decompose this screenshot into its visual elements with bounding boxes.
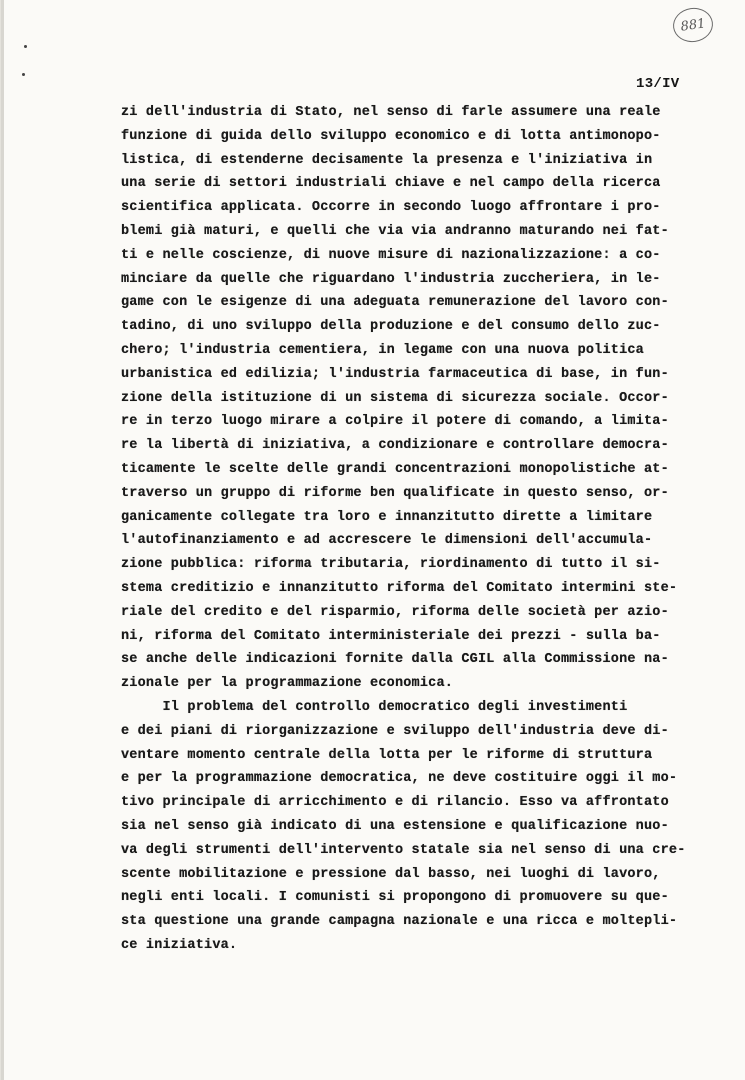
text-line: tadino, di uno sviluppo della produzione e del consumo dello zuc- <box>121 319 661 335</box>
text-line: ventare momento centrale della lotta per le riforme di struttura <box>121 747 653 763</box>
text-line: stema creditizio e innanzitutto riforma del Comitato intermini ste- <box>121 580 678 596</box>
text-line: re la libertà di iniziativa, a condizionare e controllare democra- <box>121 438 669 454</box>
text-line: chero; l'industria cementiera, in legame con una nuova politica <box>121 342 644 358</box>
text-line: e dei piani di riorganizzazione e sviluppo dell'industria deve di- <box>121 723 669 739</box>
text-line: urbanistica ed edilizia; l'industria farmaceutica di base, in fun- <box>121 366 669 382</box>
archive-number: 881 <box>679 15 707 35</box>
ink-speck <box>24 45 27 48</box>
text-line: minciare da quelle che riguardano l'industria zuccheriera, in le- <box>121 271 661 287</box>
text-line: zionale per la programmazione economica. <box>121 676 454 692</box>
text-line: se anche delle indicazioni fornite dalla CGIL alla Commissione na- <box>121 652 669 668</box>
text-line: game con le esigenze di una adeguata remunerazione del lavoro con- <box>121 295 669 311</box>
ink-speck <box>22 73 25 76</box>
text-line: sta questione una grande campagna nazionale e una ricca e moltepli- <box>121 914 678 930</box>
text-line: blemi già maturi, e quelli che via via andranno maturando nei fat- <box>121 223 669 239</box>
text-line: riale del credito e del risparmio, riforma delle società per azio- <box>121 604 669 620</box>
text-line: ti e nelle coscienze, di nuove misure di nazionalizzazione: a co- <box>121 247 661 263</box>
text-line: ticamente le scelte delle grandi concentrazioni monopolistiche at- <box>121 461 669 477</box>
text-line: una serie di settori industriali chiave e nel campo della ricerca <box>121 176 661 192</box>
text-line: sia nel senso già indicato di una estensione e qualificazione nuo- <box>121 818 669 834</box>
text-line: zi dell'industria di Stato, nel senso di farle assumere una reale <box>121 105 661 120</box>
text-line: va degli strumenti dell'intervento statale sia nel senso di una cre- <box>121 842 686 858</box>
text-line: zione della istituzione di un sistema di sicurezza sociale. Occor- <box>121 390 669 406</box>
page-number: 13/IV <box>636 76 680 92</box>
text-line: funzione di guida dello sviluppo economico e di lotta antimonopo- <box>121 128 661 144</box>
archive-number-stamp <box>671 5 715 44</box>
text-line: negli enti locali. I comunisti si propongono di promuovere su que- <box>121 890 669 906</box>
text-line: ni, riforma del Comitato interministeriale dei prezzi - sulla ba- <box>121 628 661 644</box>
text-line: zione pubblica: riforma tributaria, riordinamento di tutto il si- <box>121 557 661 573</box>
text-line: scientifica applicata. Occorre in secondo luogo affrontare i pro- <box>121 200 661 216</box>
text-line: scente mobilitazione e pressione dal basso, nei luoghi di lavoro, <box>121 866 661 882</box>
text-line: ganicamente collegate tra loro e innanzitutto dirette a limitare <box>121 509 653 525</box>
text-line: l'autofinanziamento e ad accrescere le dimensioni dell'accumula- <box>121 533 653 549</box>
text-line: ce iniziativa. <box>121 937 238 953</box>
text-line: traverso un gruppo di riforme ben qualificate in questo senso, or- <box>121 485 669 501</box>
body-text <box>121 101 711 958</box>
text-line: listica, di estenderne decisamente la presenza e l'iniziativa in <box>121 152 653 168</box>
text-line: e per la programmazione democratica, ne deve costituire oggi il mo- <box>121 771 678 787</box>
text-line: Il problema del controllo democratico degli investimenti <box>121 699 628 715</box>
text-line: re in terzo luogo mirare a colpire il potere di comando, a limita- <box>121 414 669 430</box>
text-line: tivo principale di arricchimento e di rilancio. Esso va affrontato <box>121 795 669 811</box>
